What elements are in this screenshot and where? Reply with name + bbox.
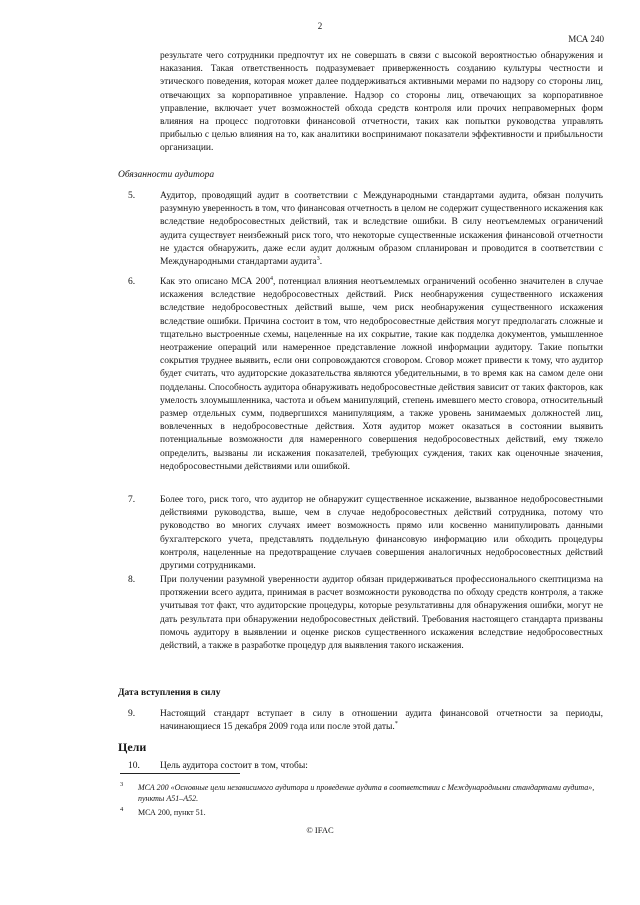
paragraph-9 (160, 708, 603, 734)
paragraph-7-number: 7. (128, 495, 136, 505)
paragraph-9-text: Настоящий стандарт вступает в силу в отношении аудита финансовой отчетности за периоды, начинающиеся 15 декабря 2009 года или после этой даты. (160, 709, 603, 733)
paragraph-5-tail: . (319, 257, 323, 268)
footnote-divider (120, 773, 240, 774)
objectives-heading: Цели (118, 740, 147, 754)
footnote-ref-4: 4 (269, 275, 273, 282)
intro-paragraph: результате чего сотрудники предпочтут их не совершать в связи с высокой вероятностью обнаружения и наказания. Такая ответственность подразумевает приверженность созданию культуры честности и этического поведения, которая может далее поддерживаться активными мерами по надзору со стороны лиц, отвечающих за корпоративное управление. Надзор со стороны лиц, отвечающих за корпоративное управление, включает учет возможностей обхода средств контроля или прочих неправомерных форм влияния на процесс подготовки финансовой отчетности, таких как попытки руководства управлять прибылью с целью влияния на то, как аналитики воспринимают показатели эффективности и прибыльности организации. (160, 51, 603, 154)
effective-date-heading: Дата вступления в силу (118, 688, 221, 698)
auditor-duties-heading: Обязанности аудитора (118, 170, 215, 180)
paragraph-5-number: 5. (128, 191, 136, 201)
footnote-3-mark: 3 (120, 781, 124, 788)
footnote-3 (138, 782, 603, 804)
paragraph-5-text: Аудитор, проводящий аудит в соответствии с Международными стандартами аудита, обязан получить разумную уверенность в том, что финансовая отчетность в целом не содержит существенного искажения как вследствие недобросовестных действий, так и вследствие ошибки. В силу неотъемлемых ограничений аудита существует неизбежный риск того, что некоторые существенные искажения финансовой отчетности не удастся обнаружить, даже если аудит должным образом спланирован и проводится в соответствии с Международными стандартами аудита (160, 191, 603, 268)
footnote-ref-3: 3 (316, 255, 320, 262)
paragraph-6-tail: , потенциал влияния неотъемлемых ограничений особенно значителен в случае искажения вследствие недобросовестных действий. Риск необнаружения существенного искажения вследствие недобросовестных действий выше, чем риск необнаружения существенного искажения вследствие ошибки. Причина состоит в том, что недобросовестные действия могут предполагать сложные и тщательно выстроенные схемы, нацеленные на их сокрытие, такие как подделка документов, умышленное неотражение операций или намеренное представление ложной информации аудитору. Такие попытки сокрытия труднее выявить, если они сопровождаются сговором. Сговор может привести к тому, что аудитор будет считать, что аудиторские доказательства являются убедительными, в то время как на самом деле они подделаны. Способность аудитора обнаруживать недобросовестные действия зависит от таких факторов, как умелость злоумышленника, частота и объем манипуляций, степень имевшего место сговора, относительный размер отдельных сумм, подвергшихся манипуляциям, а также уровень занимаемых должностей лиц, вовлеченных в недобросовестные действия. Хотя аудитор может оказаться в состоянии выявить потенциальные возможности для намеренного совершения недобросовестных действий, ему тяжело определить, вызваны ли искажения показателей, требующих суждения, таких как оценочные значения, недобросовестными действиями или ошибкой. (160, 277, 603, 472)
paragraph-8: При получении разумной уверенности аудитор обязан придерживаться профессионального скептицизма на протяжении всего аудита, принимая в расчет возможности руководства по обходу средств контроля, а также учитывая тот факт, что аудиторские процедуры, которые результативны для обнаружения ошибки, могут не дать результата при обнаружении недобросовестных действий. Требования настоящего стандарта призваны помочь аудитору в выявлении и оценке рисков существенного искажения вследствие недобросовестных действий, а также в разработке процедур для выявления такого искажения. (160, 575, 603, 652)
paragraph-9-number: 9. (128, 709, 136, 719)
paragraph-5 (160, 190, 603, 269)
paragraph-6-number: 6. (128, 277, 136, 287)
paragraph-8-number: 8. (128, 575, 136, 585)
asterisk-mark: * (394, 721, 398, 728)
paragraph-10: Цель аудитора состоит в том, чтобы: (160, 761, 308, 771)
footnote-4: МСА 200, пункт 51. (138, 808, 206, 817)
footnote-4-mark: 4 (120, 806, 124, 813)
standard-code: МСА 240 (568, 34, 604, 44)
paragraph-7: Более того, риск того, что аудитор не обнаружит существенное искажение, вызванное недобросовестными действиями руководства, выше, чем в случае недобросовестных действий сотрудника, потому что руководство во многих случаях имеет возможность прямо или косвенно манипулировать данными бухгалтерского учета, представлять поддельную финансовую информацию или обходить процедуры контроля, нацеленные на предотвращение случаев совершения аналогичных недобросовестных действий другими сотрудниками. (160, 495, 603, 572)
paragraph-6-text: Как это описано МСА 200 (160, 277, 270, 287)
footer-copyright: © IFAC (306, 825, 334, 835)
paragraph-6 (160, 276, 603, 474)
footnote-3-text: МСА 200 «Основные цели независимого аудитора и проведение аудита в соответствии с Международными стандартами аудита», пункты A51–A52. (138, 783, 595, 803)
page-number: 2 (317, 21, 323, 31)
paragraph-10-number: 10. (128, 761, 140, 771)
